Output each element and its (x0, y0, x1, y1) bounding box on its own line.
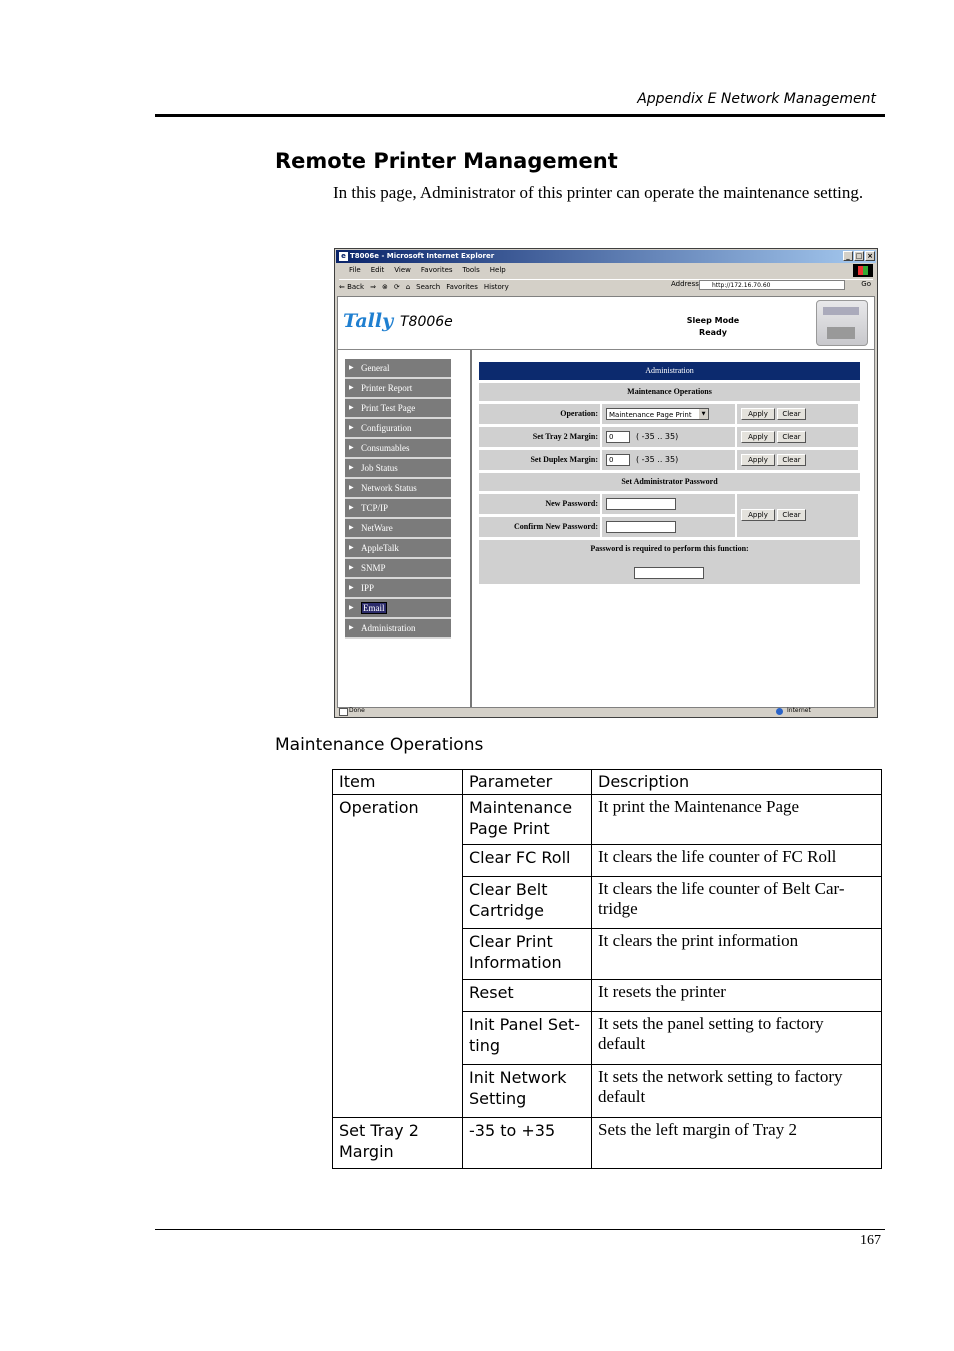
cell-desc: Sets the left margin of Tray 2 (592, 1118, 882, 1169)
tray-margin-row (479, 427, 860, 447)
nav-frame (338, 350, 472, 707)
minimize-button[interactable]: _ (843, 251, 853, 261)
cell-item: Set Tray 2 Margin (333, 1118, 463, 1169)
tray-margin-range: ( -35 .. 35) (636, 432, 679, 441)
maximize-button[interactable]: □ (855, 252, 863, 260)
status-zone: Internet (787, 707, 811, 714)
admin-header: Administration (479, 362, 860, 380)
table-row (333, 1118, 882, 1169)
menu-view[interactable]: View (394, 266, 411, 274)
duplex-margin-range: ( -35 .. 35) (636, 455, 679, 464)
status-line-1: Sleep Mode (686, 316, 740, 325)
table-row (333, 795, 882, 845)
page-number: 167 (860, 1233, 881, 1248)
page-viewport (337, 296, 875, 708)
section-title: Remote Printer Management (275, 149, 618, 173)
maintenance-title: Maintenance Operations (479, 383, 860, 401)
operation-clear-button[interactable]: Clear (777, 408, 806, 420)
nav-item-appletalk[interactable]: ▶ AppleTalk (345, 539, 451, 559)
cell-param: Clear FC Roll (463, 845, 592, 877)
intro-paragraph: In this page, Administrator of this printer can operate the maintenance setting. (333, 183, 864, 202)
nav-item-printer-report[interactable]: ▶ Printer Report (345, 379, 451, 399)
password-clear-button[interactable]: Clear (777, 509, 806, 521)
history-button[interactable]: History (483, 283, 509, 291)
search-button[interactable]: Search (416, 283, 441, 291)
cell-desc: It clears the print information (592, 929, 882, 980)
cell-param: -35 to +35 (463, 1118, 592, 1169)
tray-clear-button[interactable]: Clear (777, 431, 806, 443)
operation-select[interactable]: Maintenance Page Print ▼ (606, 408, 709, 420)
favorites-button[interactable]: Favorites (446, 283, 478, 291)
maintenance-table (332, 769, 882, 1169)
chevron-down-icon: ▼ (699, 409, 708, 419)
cell-param: Maintenance Page Print (463, 795, 592, 845)
status-done: Done (349, 707, 365, 714)
nav-item-print-test-page[interactable]: ▶ Print Test Page (345, 399, 451, 419)
cell-param: Init Network Setting (463, 1065, 592, 1118)
cell-desc: It clears the life counter of Belt Car- tridge (592, 877, 882, 929)
nav-item-job-status[interactable]: ▶ Job Status (345, 459, 451, 479)
column-header-description: Description (592, 770, 882, 795)
printer-model: T8006e (400, 314, 453, 330)
nav-item-email[interactable]: ▶ Email (345, 599, 451, 619)
refresh-icon[interactable]: ⟳ (393, 283, 400, 291)
duplex-apply-button[interactable]: Apply (741, 454, 775, 466)
cell-param: Clear Print Information (463, 929, 592, 980)
password-block (479, 494, 860, 537)
menu-help[interactable]: Help (489, 266, 506, 274)
nav-item-general[interactable]: ▶ General (345, 359, 451, 379)
ie-icon: e (339, 252, 348, 261)
page-icon (339, 708, 348, 716)
cell-desc: It sets the panel setting to factory default (592, 1012, 882, 1065)
menu-tools[interactable]: Tools (462, 266, 480, 274)
printer-banner (338, 297, 874, 350)
menu-edit[interactable]: Edit (370, 266, 385, 274)
nav-item-network-status[interactable]: ▶ Network Status (345, 479, 451, 499)
address-label: Address (671, 280, 699, 288)
confirm-password-input[interactable] (606, 521, 676, 533)
cell-param: Reset (463, 980, 592, 1012)
column-header-item: Item (333, 770, 463, 795)
table-header-row (333, 770, 882, 795)
cell-param: Clear Belt Cartridge (463, 877, 592, 929)
nav-item-consumables[interactable]: ▶ Consumables (345, 439, 451, 459)
duplex-clear-button[interactable]: Clear (777, 454, 806, 466)
tray-margin-label: Set Tray 2 Margin: (479, 427, 600, 447)
admin-password-input[interactable] (634, 567, 704, 579)
nav-item-snmp[interactable]: ▶ SNMP (345, 559, 451, 579)
menu-favorites[interactable]: Favorites (420, 266, 453, 274)
operation-row (479, 404, 860, 424)
stop-icon[interactable]: ⊗ (381, 283, 388, 291)
footer-rule (155, 1229, 885, 1230)
password-apply-button[interactable]: Apply (741, 509, 775, 521)
running-head: Appendix E Network Management (637, 91, 876, 107)
windows-logo-icon (853, 264, 873, 277)
nav-item-netware[interactable]: ▶ NetWare (345, 519, 451, 539)
cell-desc: It clears the life counter of FC Roll (592, 845, 882, 877)
duplex-margin-row (479, 450, 860, 470)
operation-label: Operation: (479, 404, 600, 424)
home-icon[interactable]: ⌂ (405, 283, 411, 291)
window-controls (843, 251, 875, 261)
window-titlebar (336, 250, 876, 263)
cell-desc: It sets the network setting to factory default (592, 1065, 882, 1118)
go-button[interactable]: Go (861, 280, 871, 288)
cell-param: Init Panel Set- ting (463, 1012, 592, 1065)
cell-desc: It print the Maintenance Page (592, 795, 882, 845)
nav-item-tcpip[interactable]: ▶ TCP/IP (345, 499, 451, 519)
required-password-block (479, 540, 860, 584)
status-line-2: Ready (699, 328, 727, 337)
duplex-margin-input[interactable]: 0 (606, 454, 630, 466)
browser-statusbar (337, 706, 875, 716)
window-title: T8006e - Microsoft Internet Explorer (350, 252, 495, 260)
nav-item-ipp[interactable]: ▶ IPP (345, 579, 451, 599)
nav-item-configuration[interactable]: ▶ Configuration (345, 419, 451, 439)
nav-item-administration[interactable]: ▶ Administration (345, 619, 451, 639)
confirm-password-label: Confirm New Password: (479, 517, 600, 537)
menu-bar (341, 264, 506, 277)
close-button[interactable]: × (865, 251, 875, 261)
browser-screenshot (334, 248, 878, 718)
duplex-margin-label: Set Duplex Margin: (479, 450, 600, 470)
printer-status (673, 315, 753, 339)
nav-menu (345, 359, 451, 639)
back-button[interactable]: ⇐ Back (339, 283, 365, 291)
new-password-input[interactable] (606, 498, 676, 510)
internet-zone-icon (776, 708, 783, 715)
tray-margin-input[interactable]: 0 (606, 431, 630, 443)
new-password-label: New Password: (479, 494, 600, 514)
menu-file[interactable]: File (349, 266, 361, 274)
address-input[interactable]: http://172.16.70.60 (699, 280, 845, 290)
brand-logo: Tally (343, 310, 394, 332)
printer-image (816, 300, 868, 346)
header-rule (155, 114, 885, 117)
column-header-parameter: Parameter (463, 770, 592, 795)
forward-button[interactable]: ⇒ (370, 283, 376, 291)
cell-desc: It resets the printer (592, 980, 882, 1012)
password-title: Set Administrator Password (479, 473, 860, 491)
required-password-text: Password is required to perform this function: (590, 544, 749, 553)
admin-form (479, 362, 860, 584)
operation-apply-button[interactable]: Apply (741, 408, 775, 420)
maintenance-heading: Maintenance Operations (275, 735, 484, 755)
cell-item: Operation (333, 795, 463, 1118)
tray-apply-button[interactable]: Apply (741, 431, 775, 443)
